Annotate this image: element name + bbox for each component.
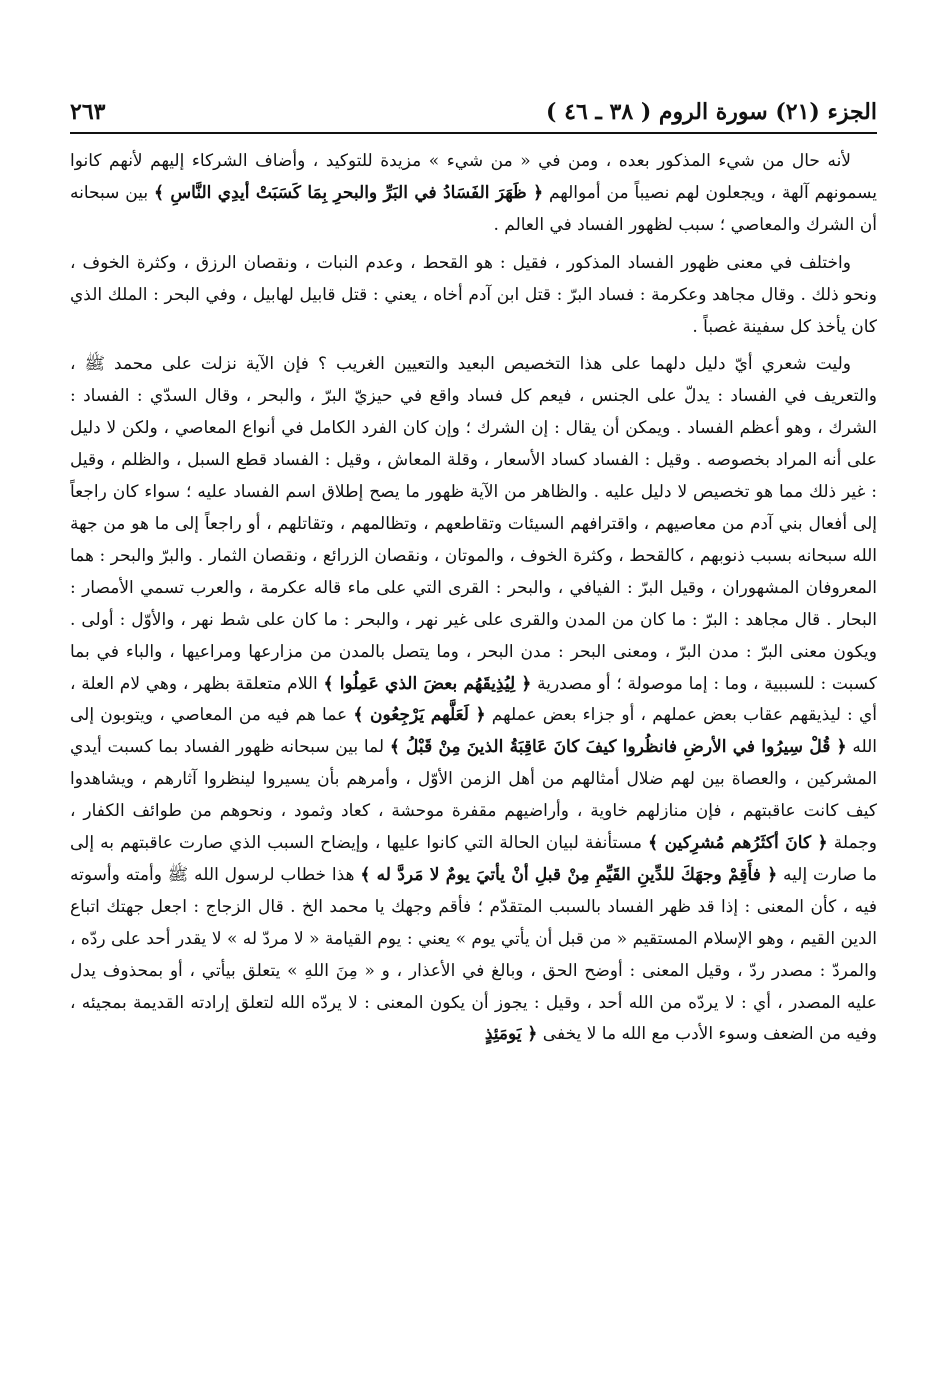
quran-verse: ﴿ قُلْ سِيرُوا في الأرضِ فانظُروا كيفَ كانَ عَاقِبَةُ الذينَ مِنْ قَبْلُ ﴾ [389,737,847,758]
commentary-text: وليت شعري أيّ دليل دلهما على هذا التخصيص البعيد والتعيين الغريب ؟ فإن الآية نزلت على محمد ﷺ ، والتعريف في الفساد : يدلّ على الجنس ، فيعم كل فساد واقع في حيزيّ البرّ ، والبحر ، وقال السدّي : الفساد : الشرك ، وهو أعظم الفساد . ويمكن أن يقال : إن الشرك ؛ وإن كان الفرد الكامل في أنواع المعاصي ، ولكن لا دليل على أنه المراد بخصوصه . وقيل : الفساد كساد الأسعار ، وقلة المعاش ، وقيل : الفساد قطع السبل ، والظلم ، وقيل : غير ذلك مما هو تخصيص لا دليل عليه . والظاهر من الآية ظهور ما يصح إطلاق اسم الفساد عليه ؛ سواء كان راجعاً إلى أفعال بني آدم من معاصيهم ، واقترافهم السيئات وتقاطعهم ، وتظالمهم ، وتقاتلهم ، أو راجعاً إلى ما هو من جهة الله سبحانه بسبب ذنوبهم ، كالقحط ، وكثرة الخوف ، والموتان ، ونقصان الزرائع ، ونقصان الثمار . والبرّ والبحر : هما المعروفان المشهوران ، وقيل البرّ : الفيافي ، والبحر : القرى التي على ماء قاله عكرمة ، والعرب تسمي الأمصار : البحار . قال مجاهد : البرّ : ما كان من المدن والقرى على غير نهر ، والبحر : ما كان على شط نهر ، والأوّل : أولى . ويكون معنى البرّ : مدن البرّ ، ومعنى البحر : مدن البحر ، وما يتصل بالمدن من مزارعها ومراعيها ، والباء في بما كسبت : للسببية ، وما : إما موصولة ؛ أو مصدرية [70,354,877,694]
page-header [70,96,877,136]
commentary-text: عما هم فيه من المعاصي ، ويتوبون إلى الله [70,705,877,758]
quran-verse: ﴿ لِيُذِيقَهُم بعضَ الذي عَمِلُوا ﴾ [323,673,532,694]
running-title: الجزء (٢١) سورة الروم ( ٣٨ ـ ٤٦ ) [546,99,877,125]
quran-verse: ﴿ لَعَلَّهم يَرْجِعُون ﴾ [353,705,486,726]
commentary-text: لأنه حال من شيء المذكور بعده ، ومن في « من شيء » مزيدة للتوكيد ، وأضاف الشركاء إليهم لأنهم كانوا يسمونهم آلهة ، ويجعلون لهم نصيباً من أموالهم [70,151,877,203]
commentary-text: اللام متعلقة بظهر ، وهي لام العلة ، أي : ليذيقهم عقاب بعض عملهم ، أو جزاء بعض عملهم [70,673,877,726]
page-number: ٢٦٣ [70,99,106,125]
page-body [70,146,877,1303]
commentary-text: بين سبحانه أن الشرك والمعاصي ؛ سبب لظهور الفساد في العالم . [70,182,877,235]
paragraph [70,146,877,242]
paragraph [70,248,877,344]
commentary-text: واختلف في معنى ظهور الفساد المذكور ، فقيل : هو القحط ، وعدم النبات ، ونقصان الرزق ، وكثرة الخوف ، ونحو ذلك . وقال مجاهد وعكرمة : فساد البرّ : قتل ابن آدم أخاه ، يعني : قتل قابيل لهابيل ، وفي البحر : الملك الذي كان يأخذ كل سفينة غصباً . [70,252,877,337]
quran-verse: ﴿ يَومَئِذٍ [484,1024,538,1045]
quran-verse: ﴿ فأَقِمْ وجهَكَ للدِّينِ القَيِّمِ مِنْ قبلِ أنْ يأتيَ يومٌ لا مَردَّ له ﴾ [360,864,778,885]
commentary-text: مستأنفة لبيان الحالة التي كانوا عليها ، وإيضاح السبب الذي صارت عاقبتهم به إلى ما صارت إليه [70,833,877,885]
header-rule [70,132,877,134]
paragraph [70,349,877,1051]
commentary-text: هذا خطاب لرسول الله ﷺ وأمته وأسوته فيه ، كأن المعنى : إذا قد ظهر الفساد بالسبب المتقدّم ؛ فأقم وجهك يا محمد الخ . قال الزجاج : اجعل جهتك اتباع الدين القيم ، وهو الإسلام المستقيم « من قبل أن يأتي يوم » يعني : يوم القيامة « لا مردّ له » لا يقدر أحد على ردّه ، والمردّ : مصدر ردّ ، وقيل المعنى : أوضح الحق ، وبالغ في الأعذار ، و « مِنَ اللهِ » يتعلق بيأتي ، أو بمحذوف يدل عليه المصدر ، أي : لا يردّه من الله أحد ، وقيل : يجوز أن يكون المعنى : لا يردّه الله لتعلق إرادته القديمة بمجيئه ، وفيه من الضعف وسوء الأدب مع الله ما لا يخفى [70,864,877,1045]
quran-verse: ﴿ كانَ أكثَرُهم مُشرِكين ﴾ [648,833,828,854]
commentary-text: لما بين سبحانه ظهور الفساد بما كسبت أيدي المشركين ، والعصاة بين لهم ضلال أمثالهم من أهل الزمن الأوّل ، وأمرهم بأن يسيروا لينظروا آثارهم ، ويشاهدوا كيف كانت عاقبتهم ، فإن منازلهم خاوية ، وأراضيهم مقفرة موحشة ، كعاد وثمود ، ونحوهم من طوائف الكفار ، وجملة [70,737,877,854]
quran-verse: ﴿ ظَهَرَ الفَسَادُ في البَرِّ والبحرِ بِمَا كَسَبَتْ أيدِي النَّاسِ ﴾ [154,182,544,203]
